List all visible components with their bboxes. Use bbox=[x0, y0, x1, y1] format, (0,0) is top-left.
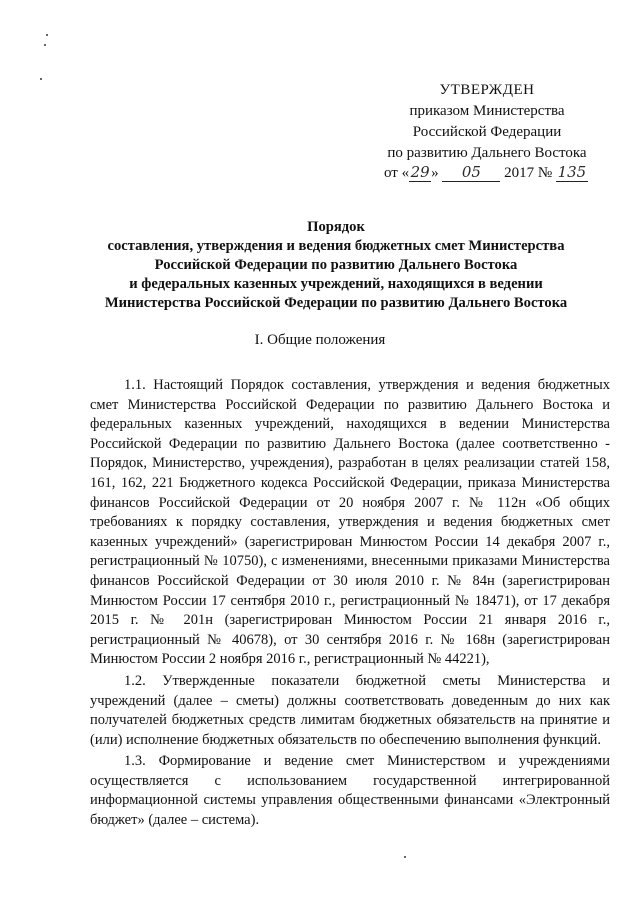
paragraph-1-3: 1.3. Формирование и ведение смет Министерством и учреждениями осуществляется с использованием государственной интегрированной информационной системы управления общественными финансами «Электронный бюджет» (далее – система). bbox=[90, 753, 610, 829]
approval-heading: УТВЕРЖДЕН bbox=[439, 82, 535, 98]
title-line: Порядок bbox=[307, 219, 365, 235]
document-title bbox=[86, 218, 586, 313]
scan-speck bbox=[40, 78, 42, 80]
scan-speck bbox=[44, 44, 46, 46]
date-prefix: от « bbox=[384, 165, 410, 181]
scan-speck bbox=[404, 856, 406, 858]
title-line: Министерства Российской Федерации по развитию Дальнего Востока bbox=[104, 295, 568, 311]
title-line: Российской Федерации по развитию Дальнего Востока bbox=[154, 257, 518, 273]
approval-stamp bbox=[372, 80, 602, 164]
approval-line: Российской Федерации bbox=[412, 124, 562, 140]
section-heading: I. Общие положения bbox=[254, 332, 386, 348]
date-year: 2017 № bbox=[500, 165, 556, 181]
paragraph-1-2: 1.2. Утвержденные показатели бюджетной сметы Министерства и учреждений (далее – сметы) должны соответствовать доведенным до них как получателей бюджетных средств лимитам бюджетных обязательств на принятие и (или) исполнение бюджетных обязательств по обеспечению выполнения функций. bbox=[90, 672, 610, 748]
date-mid: » bbox=[431, 165, 443, 181]
approval-line: приказом Министерства bbox=[409, 103, 565, 119]
paragraph-1-1: 1.1. Настоящий Порядок составления, утверждения и ведения бюджетных смет Министерства Российской Федерации по развитию Дальнего Востока и федеральных казенных учреждений, находящихся в ведении Министерства Российской Федерации по развитию Дальнего Востока (далее соответственно - Порядок, Министерство, учреждения), разработан в целях реализации статей 158, 161, 162, 221 Бюджетного кодекса Российской Федерации, приказа Министерства финансов Российской Федерации от 20 ноября 2007 г. № 112н «Об общих требованиях к порядку составления, утверждения и ведения бюджетных смет казенных учреждений» (зарегистрирован Минюстом России 14 декабря 2007 г., регистрационный № 10750), с изменениями, внесенными приказами Министерства финансов Российской Федерации от 30 июля 2010 г. № 84н (зарегистрирован Минюстом России 17 сентября 2010 г., регистрационный № 18471), от 17 декабря 2015 г. № 201н (зарегистрирован Минюстом России 21 января 2016 г., регистрационный № 40678), от 30 сентября 2016 г. № 168н (зарегистрирован Минюстом России 2 ноября 2016 г., регистрационный № 44221), bbox=[90, 377, 610, 668]
handwritten-day: 29 bbox=[410, 163, 430, 181]
scan-speck bbox=[46, 34, 48, 36]
approval-line: по развитию Дальнего Востока bbox=[387, 145, 587, 161]
document-body bbox=[90, 376, 610, 833]
handwritten-order-number: 135 bbox=[557, 163, 587, 181]
title-line: составления, утверждения и ведения бюджетных смет Министерства bbox=[107, 238, 565, 254]
handwritten-month: 05 bbox=[442, 163, 500, 182]
title-line: и федеральных казенных учреждений, находящихся в ведении bbox=[129, 276, 543, 292]
approval-date-line bbox=[384, 163, 624, 182]
